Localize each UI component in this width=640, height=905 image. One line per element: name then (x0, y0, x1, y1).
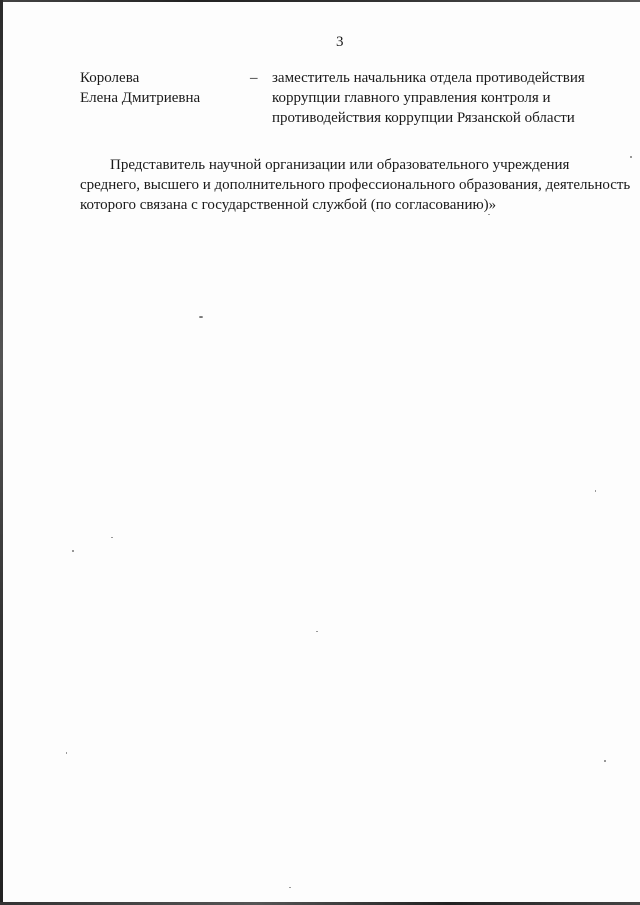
scan-speck (488, 214, 490, 215)
member-position (272, 68, 592, 128)
member-name (80, 68, 200, 108)
member-position-line: противодействия коррупции Рязанской области (272, 110, 575, 126)
scan-speck (604, 760, 606, 762)
scan-speck (66, 752, 67, 754)
member-position-line: заместитель начальника отдела противодействия (272, 70, 585, 86)
member-dash: – (250, 70, 258, 86)
member-surname: Королева (80, 70, 140, 86)
scan-edge-top (0, 0, 640, 2)
representative-line: которого связана с государственной службой (по согласованию)» (80, 197, 497, 213)
representative-paragraph (80, 155, 631, 215)
member-given-names: Елена Дмитриевна (80, 90, 201, 106)
scan-speck (72, 550, 74, 552)
scan-speck (289, 887, 291, 888)
scan-speck (111, 537, 113, 538)
representative-line: среднего, высшего и дополнительного профессионального образования, деятельность (80, 177, 631, 193)
member-position-line: коррупции главного управления контроля и (272, 90, 551, 106)
scan-speck (199, 316, 203, 318)
representative-line: Представитель научной организации или образовательного учреждения (110, 157, 570, 173)
scan-speck (595, 490, 596, 492)
scan-edge-left (0, 0, 3, 905)
page-number: 3 (336, 34, 344, 50)
scan-speck (316, 631, 318, 632)
scan-speck (630, 156, 632, 158)
